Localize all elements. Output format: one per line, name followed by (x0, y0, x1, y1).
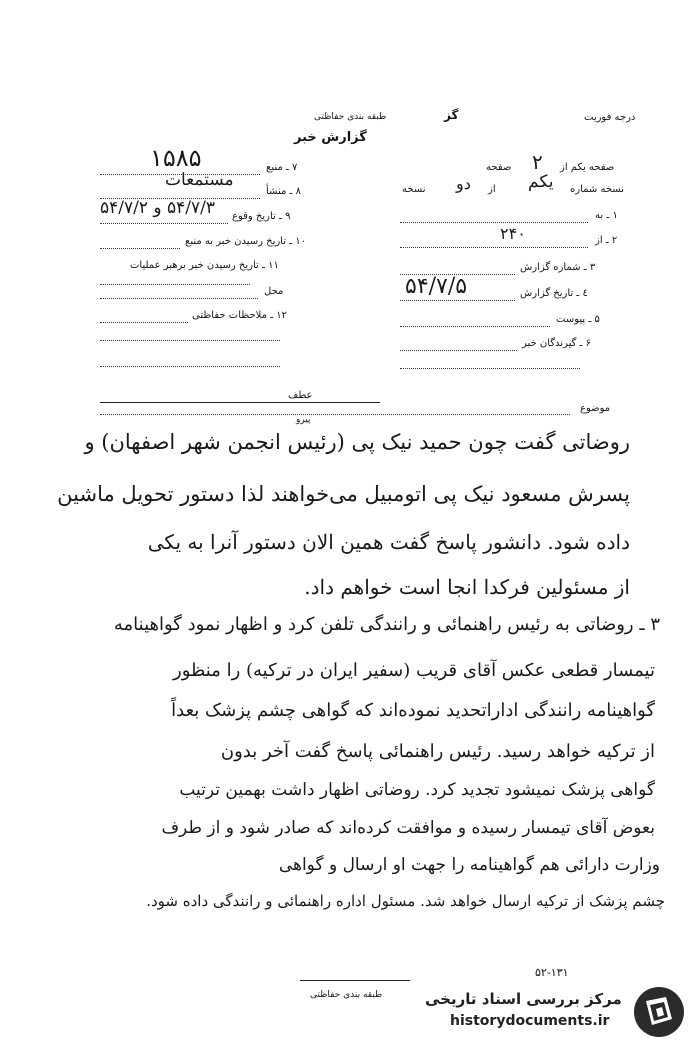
subject-label: موضوع (580, 403, 611, 414)
field-9-line (100, 223, 228, 224)
field-1-label: ۱ ـ به (595, 210, 618, 221)
field-6-line (400, 350, 517, 351)
page-handwritten: ۲ (532, 150, 543, 174)
page-suffix: صفحه (486, 162, 512, 173)
field-2-handwritten: ۲۴۰ (500, 224, 526, 243)
field-6-line-2 (400, 368, 580, 369)
copy-label: نسخه شماره (570, 184, 624, 195)
field-8-label: ۸ ـ منشأ (266, 186, 302, 197)
field-5-label: ۵ ـ پیوست (556, 314, 600, 325)
body-line: چشم پزشک از ترکیه ارسال خواهد شد. مسئول اداره راهنمائی و رانندگی داده شود. (146, 892, 665, 910)
body-line: گواهی پزشک نمیشود تجدید کرد. روضاتی اظهار داشت بهمین ترتیب (179, 780, 655, 800)
body-line: تیمسار قطعی عکس آقای قریب (سفیر ایران در ترکیه) را منظور (173, 660, 655, 681)
copy-total-handwritten: دو (456, 174, 471, 193)
atf-line (100, 402, 380, 403)
watermark-url: historydocuments.ir (450, 1013, 610, 1029)
field-2-label: ۲ ـ از (595, 235, 618, 246)
field-12-line-3 (100, 366, 280, 367)
body-line: وزارت دارائی هم گواهینامه را جهت او ارسال و گواهی (278, 855, 660, 875)
copy-handwritten: یکم (528, 172, 554, 192)
field-10-label: ۱۰ ـ تاریخ رسیدن خبر به منبع (185, 236, 307, 247)
field-9-handwritten: ۵۴/۷/۳ و ۵۴/۷/۲ (100, 198, 215, 218)
field-6-label: ۶ ـ گیرندگان خبر (522, 338, 592, 349)
field-9-label: ۹ ـ تاریخ وقوع (232, 211, 291, 222)
field-2-line (400, 247, 588, 248)
classification-top: طبقه بندی حفاظتی (314, 112, 387, 122)
field-1-line (400, 222, 588, 223)
classification-bottom: طبقه بندی حفاظتی (310, 990, 383, 1000)
field-4-handwritten: ۵۴/۷/۵ (405, 274, 468, 299)
top-mark: گز (444, 108, 459, 122)
field-5-line (400, 326, 550, 327)
body-line: ۳ ـ روضاتی به رئیس راهنمائی و رانندگی تلفن کرد و اظهار نمود گواهینامه (113, 614, 660, 635)
field-10-line (100, 248, 180, 249)
archive-logo-icon (632, 985, 686, 1039)
copy-suffix: نسخه (402, 184, 426, 195)
body-line: پسرش مسعود نیک پی اتومبیل می‌خواهند لذا دستور تحویل ماشین (57, 482, 630, 506)
field-11-label: ۱۱ ـ تاریخ رسیدن خبر برهبر عملیات (130, 260, 279, 271)
body-line: گواهینامه رانندگی اداراتحدید نموده‌اند که گواهی چشم پزشک بعداً (171, 700, 655, 721)
field-11-line (100, 284, 250, 285)
peyro-label: پیرو (296, 415, 311, 425)
field-4-label: ٤ ـ تاریخ گزارش (520, 288, 588, 299)
field-12-line-1 (100, 322, 188, 323)
body-line: از مسئولین فرکدا انجا است خواهم داد. (304, 575, 630, 599)
field-4-line (400, 300, 515, 301)
field-11-place-line (100, 298, 258, 299)
report-title: گزارش خبر (294, 130, 367, 145)
field-7-label: ۷ ـ منبع (266, 162, 298, 173)
field-7-handwritten: ۱۵۸۵ (150, 144, 202, 172)
atf-label: عطف (288, 390, 313, 401)
field-3-label: ۳ ـ شماره گزارش (520, 262, 596, 273)
field-12-line-2 (100, 340, 280, 341)
subject-line (100, 414, 570, 415)
body-line: بعوض آقای تیمسار رسیده و موافقت کرده‌اند که صادر شود و از طرف (161, 818, 655, 838)
watermark-title: مرکز بررسی اسناد تاریخی (425, 990, 622, 1008)
copy-of: از (488, 184, 496, 195)
body-line: داده شود. دانشور پاسخ گفت همین الان دستور آنرا به یکی (147, 530, 630, 554)
field-12-label: ۱۲ ـ ملاحظات حفاظتی (192, 310, 287, 321)
body-line: از ترکیه خواهد رسید. رئیس راهنمائی پاسخ گفت آخر بدون (220, 741, 655, 762)
reference-number: ۵۲-۱۳۱ (535, 966, 569, 979)
body-line: روضاتی گفت چون حمید نیک پی (رئیس انجمن شهر اصفهان) و (84, 430, 630, 454)
field-11-place: محل (264, 286, 284, 297)
page-label: صفحه یکم از (560, 162, 615, 173)
urgency-label: درجه فوریت (584, 112, 636, 123)
footer-rule (300, 980, 410, 981)
field-8-handwritten: مستمعات (165, 170, 234, 190)
